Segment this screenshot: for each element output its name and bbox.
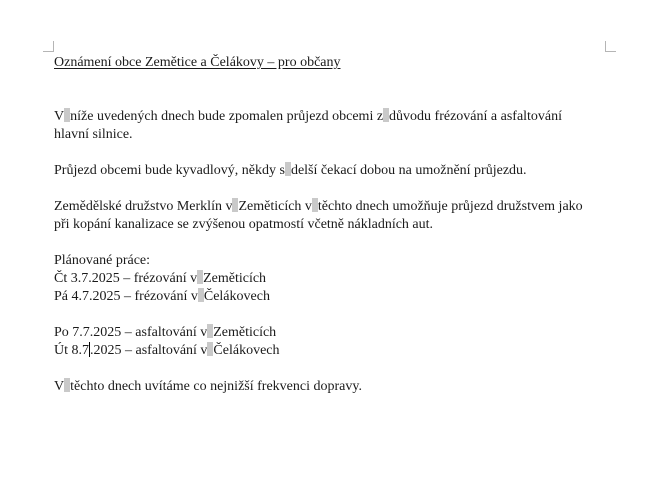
paragraph-line: při kopání kanalizace se zvýšenou opatmostí včetně nákladních aut.	[54, 217, 434, 232]
work-item	[54, 270, 614, 288]
document-body[interactable]	[54, 54, 614, 396]
text-run: Průjezd obcemi bude kyvadlový, někdy s	[54, 163, 285, 178]
planned-works-label: Plánované práce:	[54, 253, 151, 268]
text-run: delší čekací dobou na umožnění průjezdu.	[290, 163, 527, 178]
work-item	[54, 324, 614, 342]
paragraph-cooperative	[54, 198, 614, 234]
paragraph-line	[54, 378, 614, 396]
paragraph-shuttle	[54, 162, 614, 180]
document-title: Oznámení obce Zemětice a Čelákovy – pro občany	[54, 55, 341, 70]
asphalt-works-list	[54, 324, 614, 360]
work-date-text: Po 7.7.2025 – asfaltování v	[54, 325, 208, 340]
paragraph-line	[54, 198, 614, 216]
paragraph-intro	[54, 108, 614, 144]
work-date-text: Út 8.7	[54, 343, 89, 358]
work-place-text: Zeměticích	[203, 271, 267, 286]
paragraph-closing	[54, 378, 614, 396]
planned-works-list	[54, 252, 614, 306]
work-place-text: Zeměticích	[213, 325, 277, 340]
work-item	[54, 288, 614, 306]
text-run: těchto dnech uvítáme co nejnižší frekvenci dopravy.	[70, 379, 362, 394]
text-run: níže uvedených dnech bude zpomalen průjezd obcemi z	[70, 109, 384, 124]
work-place-text: Čelákovech	[213, 343, 280, 358]
paragraph-line	[54, 108, 614, 126]
text-run: V	[54, 379, 65, 394]
text-run: Zeměticích v	[238, 199, 312, 214]
paragraph-line: hlavní silnice.	[54, 127, 133, 142]
work-date-text: Čt 3.7.2025 – frézování v	[54, 271, 198, 286]
page-corner-marker-top-left	[43, 41, 54, 52]
text-run: těchto dnech umožňuje průjezd družstvem jako	[317, 199, 583, 214]
page-corner-marker-top-right	[605, 41, 616, 52]
work-date-text: Pá 4.7.2025 – frézování v	[54, 289, 198, 304]
text-run: V	[54, 109, 65, 124]
work-item	[54, 342, 614, 360]
text-run: Zemědělské družstvo Merklín v	[54, 199, 233, 214]
work-place-text: Čelákovech	[203, 289, 270, 304]
paragraph-line	[54, 162, 614, 180]
text-run: důvodu frézování a asfaltování	[389, 109, 563, 124]
work-date-text: .2025 – asfaltování v	[90, 343, 208, 358]
